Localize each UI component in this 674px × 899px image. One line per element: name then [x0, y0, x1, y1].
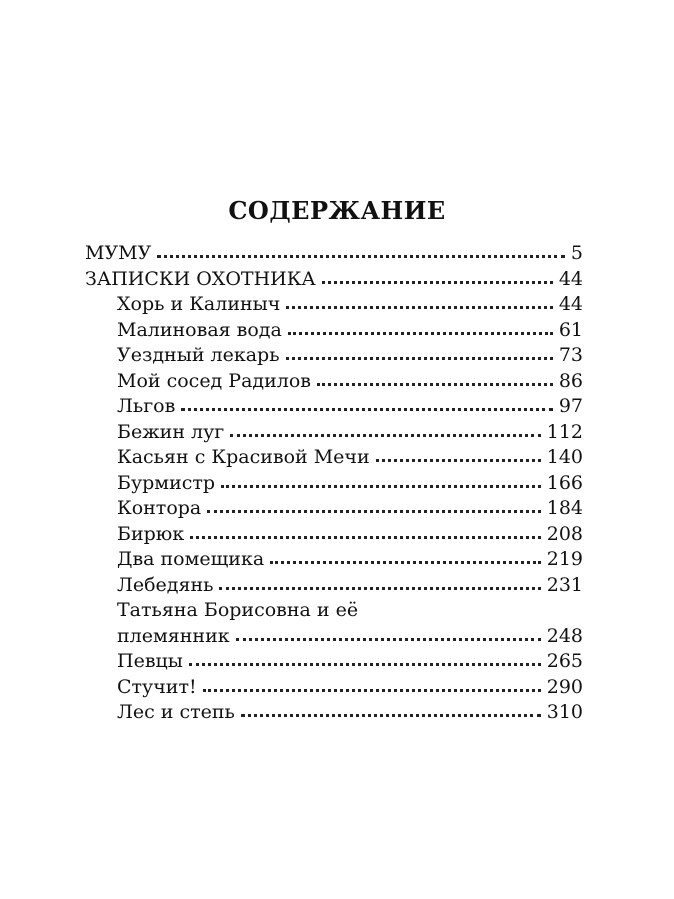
toc-entry-page-number: 61	[558, 318, 583, 341]
toc-entry	[117, 366, 583, 392]
toc-entry-page-number: 97	[558, 395, 583, 417]
toc-entry	[117, 672, 583, 698]
toc-entry	[117, 570, 583, 596]
toc-entry-title: Лебедянь	[117, 573, 214, 596]
dot-leader	[270, 561, 541, 564]
toc-entry-title: Бежин луг	[117, 420, 225, 443]
toc-entry-title: Уездный лекарь	[117, 344, 280, 366]
toc-entry-page-number: 112	[546, 420, 583, 443]
toc-entry-title: Хорь и Калиныч	[117, 293, 281, 315]
dot-leader	[181, 408, 553, 411]
toc-entry-title: Бирюк	[117, 522, 185, 545]
toc-entry-title: Льгов	[117, 395, 176, 417]
toc-entry	[117, 519, 583, 545]
toc-entry	[117, 391, 583, 417]
toc-entry-page-number: 290	[546, 675, 583, 698]
toc-entry	[85, 238, 583, 264]
toc-entry-title: Певцы	[117, 650, 183, 672]
dot-leader	[219, 587, 540, 590]
toc-entry	[117, 595, 583, 621]
toc-entry-page-number: 140	[546, 446, 583, 468]
toc-entry-page-number: 248	[546, 624, 583, 647]
toc-entry	[117, 544, 583, 570]
toc-entry-title: Два помещика	[117, 548, 265, 570]
dot-leader	[286, 357, 553, 360]
toc-entry	[117, 493, 583, 519]
dot-leader	[190, 536, 541, 539]
dot-leader	[203, 689, 541, 692]
dot-leader	[241, 714, 541, 717]
dot-leader	[189, 663, 541, 666]
dot-leader	[376, 459, 541, 462]
toc-entry-page-number: 5	[570, 242, 583, 264]
dot-leader	[207, 510, 540, 513]
toc-entry	[117, 697, 583, 723]
toc-entry-page-number: 265	[546, 650, 583, 672]
dot-leader	[230, 434, 540, 437]
toc-entry	[85, 264, 583, 290]
toc-entry-title: Контора	[117, 497, 202, 519]
toc-entry-title: Татьяна Борисовна и её	[117, 599, 359, 621]
toc-entry-page-number: 44	[558, 267, 583, 290]
toc-entry	[117, 646, 583, 672]
toc-entry-page-number: 184	[546, 497, 583, 519]
dot-leader	[322, 281, 553, 284]
toc-entry-title: Малиновая вода	[117, 318, 282, 341]
dot-leader	[221, 485, 541, 488]
page-title: СОДЕРЖАНИЕ	[228, 196, 446, 225]
toc-entry-title: МУМУ	[85, 242, 152, 264]
toc-entry	[117, 442, 583, 468]
toc-entry-title: Мой сосед Радилов	[117, 369, 311, 392]
toc-entry-page-number: 73	[558, 344, 583, 366]
dot-leader	[286, 306, 552, 309]
toc-entry	[117, 340, 583, 366]
toc-entry	[117, 315, 583, 341]
dot-leader	[236, 638, 541, 641]
toc-entry-page-number: 310	[546, 701, 583, 723]
toc-entry-title: ЗАПИСКИ ОХОТНИКА	[85, 267, 316, 290]
toc-entry-title: Лес и степь	[117, 701, 235, 723]
toc-entry-title: Бурмистр	[117, 471, 216, 494]
toc-entry-page-number: 219	[546, 548, 583, 570]
dot-leader	[157, 255, 565, 258]
toc-entry	[117, 621, 583, 647]
toc-entry	[117, 289, 583, 315]
toc-entry-title: Касьян с Красивой Мечи	[117, 446, 370, 468]
toc-entry-page-number: 86	[558, 369, 583, 392]
toc-entry-title: племянник	[117, 624, 230, 647]
toc-entry	[117, 468, 583, 494]
toc-entry-page-number: 231	[546, 573, 583, 596]
toc-entry-page-number: 208	[546, 522, 583, 545]
toc-entry-title: Стучит!	[117, 675, 197, 698]
toc-entry-page-number: 44	[558, 293, 583, 315]
dot-leader	[288, 332, 553, 335]
dot-leader	[317, 383, 553, 386]
toc-entry	[117, 417, 583, 443]
toc-entry-page-number: 166	[546, 471, 583, 494]
